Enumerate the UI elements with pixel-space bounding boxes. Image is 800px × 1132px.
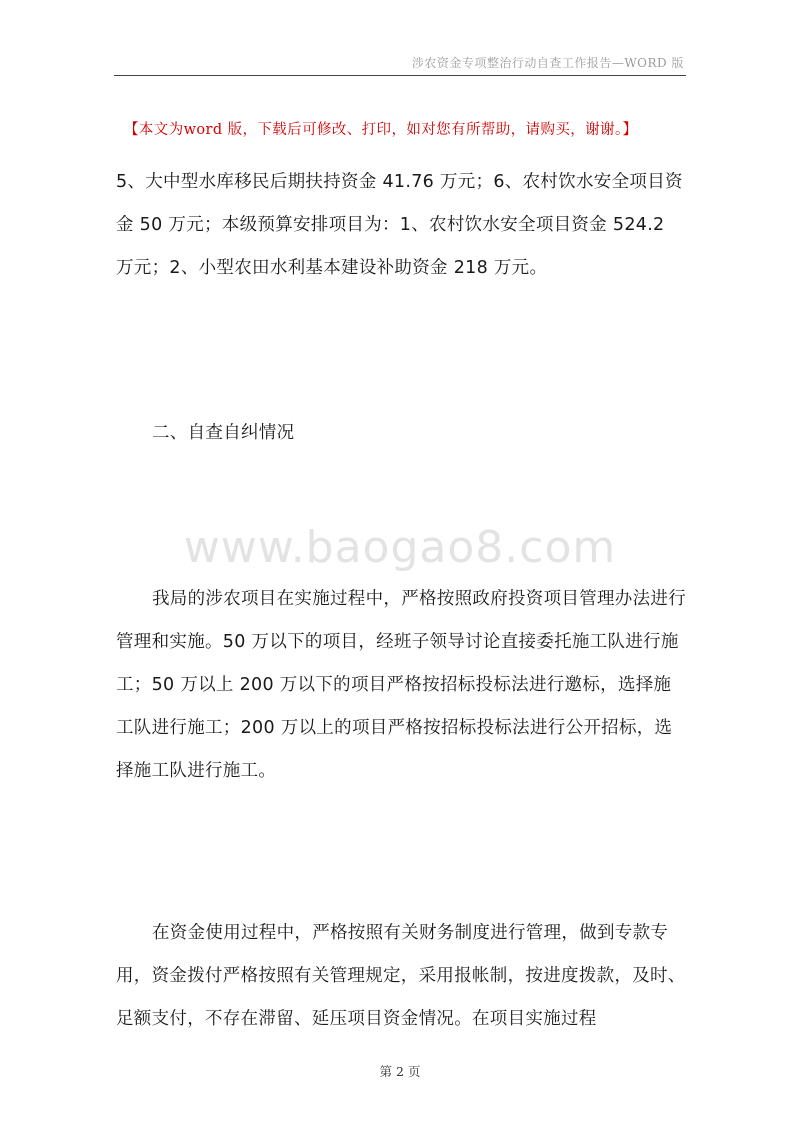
header-divider [114, 75, 686, 76]
section-heading: 二、自查自纠情况 [152, 423, 295, 443]
purchase-notice: 【本文为word 版，下载后可修改、打印，如对您有所帮助，请购买，谢谢。】 [124, 122, 638, 138]
watermark-text: www.baogao8.com [183, 522, 617, 573]
paragraph-fund-usage: 在资金使用过程中，严格按照有关财务制度进行管理，做到专款专用，资金拨付严格按照有关管理规定，采用报帐制，按进度拨款，及时、足额支付，不存在滞留、延压项目资金情况。在项目实施过程 [116, 923, 686, 1029]
running-header: 涉农资金专项整治行动自查工作报告—WORD 版 [411, 56, 684, 70]
page-number: 第 2 页 [379, 1064, 421, 1079]
paragraph-funds-list: 5、大中型水库移民后期扶持资金 41.76 万元；6、农村饮水安全项目资金 50 万元；本级预算安排项目为：1、农村饮水安全项目资金 524.2 万元；2、小型农田水利基本建设补助资金 218 万元。 [116, 172, 683, 278]
paragraph-project-management: 我局的涉农项目在实施过程中，严格按照政府投资项目管理办法进行管理和实施。50 万以下的项目，经班子领导讨论直接委托施工队进行施工；50 万以上 200 万以下的项目严格按招标投标法进行邀标，选择施工队进行施工；200 万以上的项目严格按招标投标法进行公开招标，选择施工队进行施工。 [116, 589, 686, 781]
